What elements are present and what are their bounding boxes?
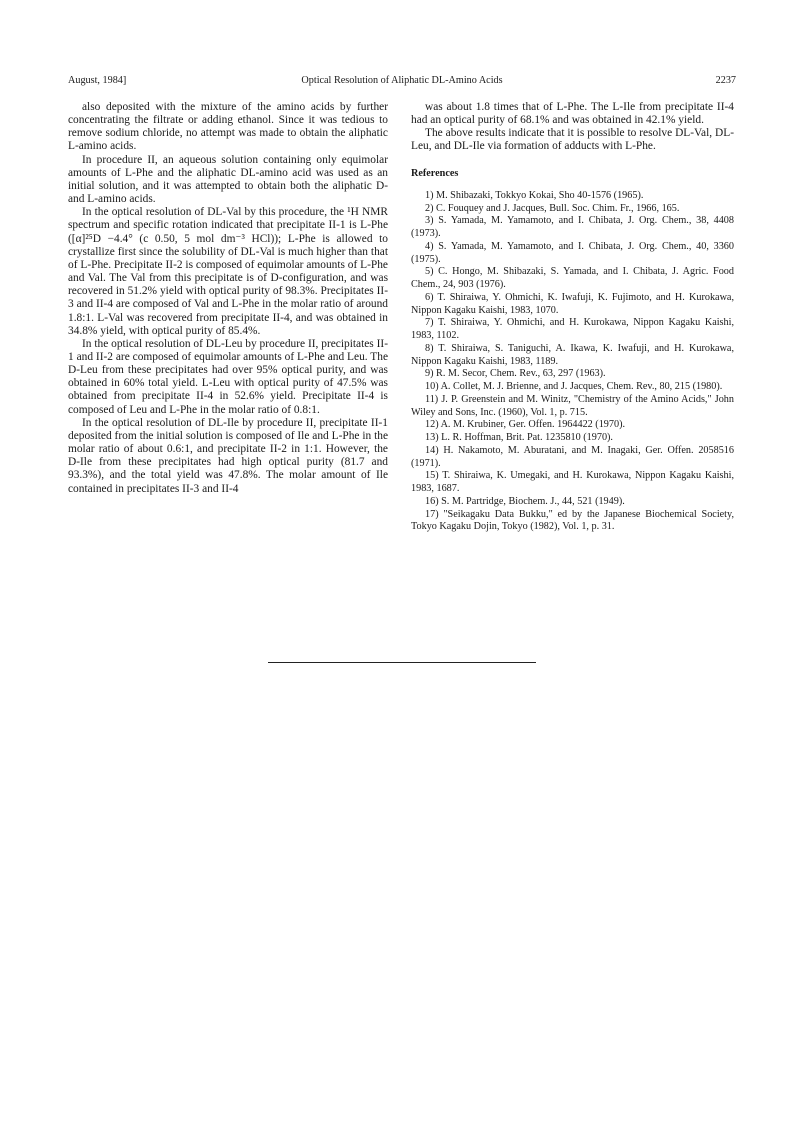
reference-item: 15) T. Shiraiwa, K. Umegaki, and H. Kurokawa, Nippon Kagaku Kaishi, 1983, 1687. [411, 470, 734, 495]
header-date: August, 1984] [68, 75, 127, 86]
reference-item: 8) T. Shiraiwa, S. Taniguchi, A. Ikawa, K. Iwafuji, and H. Kurokawa, Nippon Kagaku Kaishi, 1983, 1189. [411, 342, 734, 367]
reference-item: 6) T. Shiraiwa, Y. Ohmichi, K. Iwafuji, K. Fujimoto, and H. Kurokawa, Nippon Kagaku Kaishi, 1983, 1070. [411, 291, 734, 316]
paragraph: In the optical resolution of DL-Val by this procedure, the ¹H NMR spectrum and specific rotation indicated that precipitate II-1 is L-Phe ([α]²⁵D −4.4° (c 0.50, 5 mol dm⁻³ HCl)); L-Phe is allowed to crystallize first since the solubility of DL-Val is much higher than that of L-Phe. Precipitate II-2 is composed of equimolar amounts of L-Phe and Val. The Val from this precipitate is of D-configuration, and was recovered in 51.2% yield with optical purity of 98.3%. Precipitates II-3 and II-4 are composed of Val and L-Phe in the molar ratio of around 1.8:1. L-Val was recovered from precipitate II-4, and was obtained in 34.8% yield, with optical purity of 85.4%. [68, 206, 388, 337]
paragraph: In the optical resolution of DL-Leu by procedure II, precipitates II-1 and II-2 are composed of equimolar amounts of L-Phe and Leu. The D-Leu from these precipitates had over 95% optical purity, and was obtained in 60% total yield. L-Leu with optical purity of 47.5% was obtained from precipitate II-4 in 52.6% yield. Precipitate II-4 is composed of Leu and L-Phe in the molar ratio of 0.8:1. [68, 337, 388, 416]
reference-item: 17) "Seikagaku Data Bukku," ed by the Japanese Biochemical Society, Tokyo Kagaku Dojin, Tokyo (1982), Vol. 1, p. 31. [411, 508, 734, 533]
reference-item: 1) M. Shibazaki, Tokkyo Kokai, Sho 40-1576 (1965). [425, 189, 644, 201]
reference-item: 2) C. Fouquey and J. Jacques, Bull. Soc. Chim. Fr., 1966, 165. [425, 202, 680, 214]
end-rule [268, 662, 536, 663]
reference-item: 10) A. Collet, M. J. Brienne, and J. Jacques, Chem. Rev., 80, 215 (1980). [425, 381, 723, 393]
reference-item: 16) S. M. Partridge, Biochem. J., 44, 521 (1949). [425, 495, 625, 507]
reference-item: 7) T. Shiraiwa, Y. Ohmichi, and H. Kurokawa, Nippon Kagaku Kaishi, 1983, 1102. [411, 317, 734, 342]
paragraph: In the optical resolution of DL-Ile by procedure II, precipitate II-1 deposited from the initial solution is composed of Ile and L-Phe in the molar ratio of about 0.6:1, and precipitate II-2 in 1:1. However, the D-Ile from these precipitates had high optical purity (81.7 and 93.3%), and the total yield was 47.8%. The molar amount of Ile contained in precipitates II-3 and II-4 [68, 416, 388, 495]
paragraph: also deposited with the mixture of the amino acids by further concentrating the filtrate or adding ethanol. Since it was tedious to remove sodium chloride, no attempt was made to obtain the aliphatic L-amino acids. [68, 101, 388, 153]
header-title: Optical Resolution of Aliphatic DL-Amino Acids [301, 75, 503, 86]
reference-item: 5) C. Hongo, M. Shibazaki, S. Yamada, and I. Chibata, J. Agric. Food Chem., 24, 903 (1976). [411, 266, 734, 291]
paragraph: The above results indicate that it is possible to resolve DL-Val, DL-Leu, and DL-Ile via formation of adducts with L-Phe. [411, 127, 734, 153]
reference-item: 14) H. Nakamoto, M. Aburatani, and M. Inagaki, Ger. Offen. 2058516 (1971). [411, 444, 734, 469]
reference-item: 13) L. R. Hoffman, Brit. Pat. 1235810 (1970). [425, 432, 613, 444]
reference-item: 12) A. M. Krubiner, Ger. Offen. 1964422 (1970). [425, 419, 626, 431]
page-number: 2237 [715, 75, 736, 86]
running-header [68, 75, 736, 89]
paragraph: In procedure II, an aqueous solution containing only equimolar amounts of L-Phe and the aliphatic DL-amino acid was used as an initial solution, and it was attempted to obtain both the aliphatic D- and L-amino acids. [68, 153, 388, 206]
references-list [411, 190, 734, 534]
references-heading: References [411, 167, 459, 179]
left-column [68, 101, 388, 496]
reference-item: 4) S. Yamada, M. Yamamoto, and I. Chibata, J. Org. Chem., 40, 3360 (1975). [411, 240, 734, 265]
paragraph: was about 1.8 times that of L-Phe. The L-Ile from precipitate II-4 had an optical purity of 68.1% and was obtained in 42.1% yield. [411, 101, 734, 127]
reference-item: 11) J. P. Greenstein and M. Winitz, "Chemistry of the Amino Acids," John Wiley and Sons, Inc. (1960), Vol. 1, p. 715. [411, 393, 734, 418]
reference-item: 3) S. Yamada, M. Yamamoto, and I. Chibata, J. Org. Chem., 38, 4408 (1973). [411, 215, 734, 240]
right-column [411, 101, 734, 534]
reference-item: 9) R. M. Secor, Chem. Rev., 63, 297 (1963). [425, 368, 606, 380]
